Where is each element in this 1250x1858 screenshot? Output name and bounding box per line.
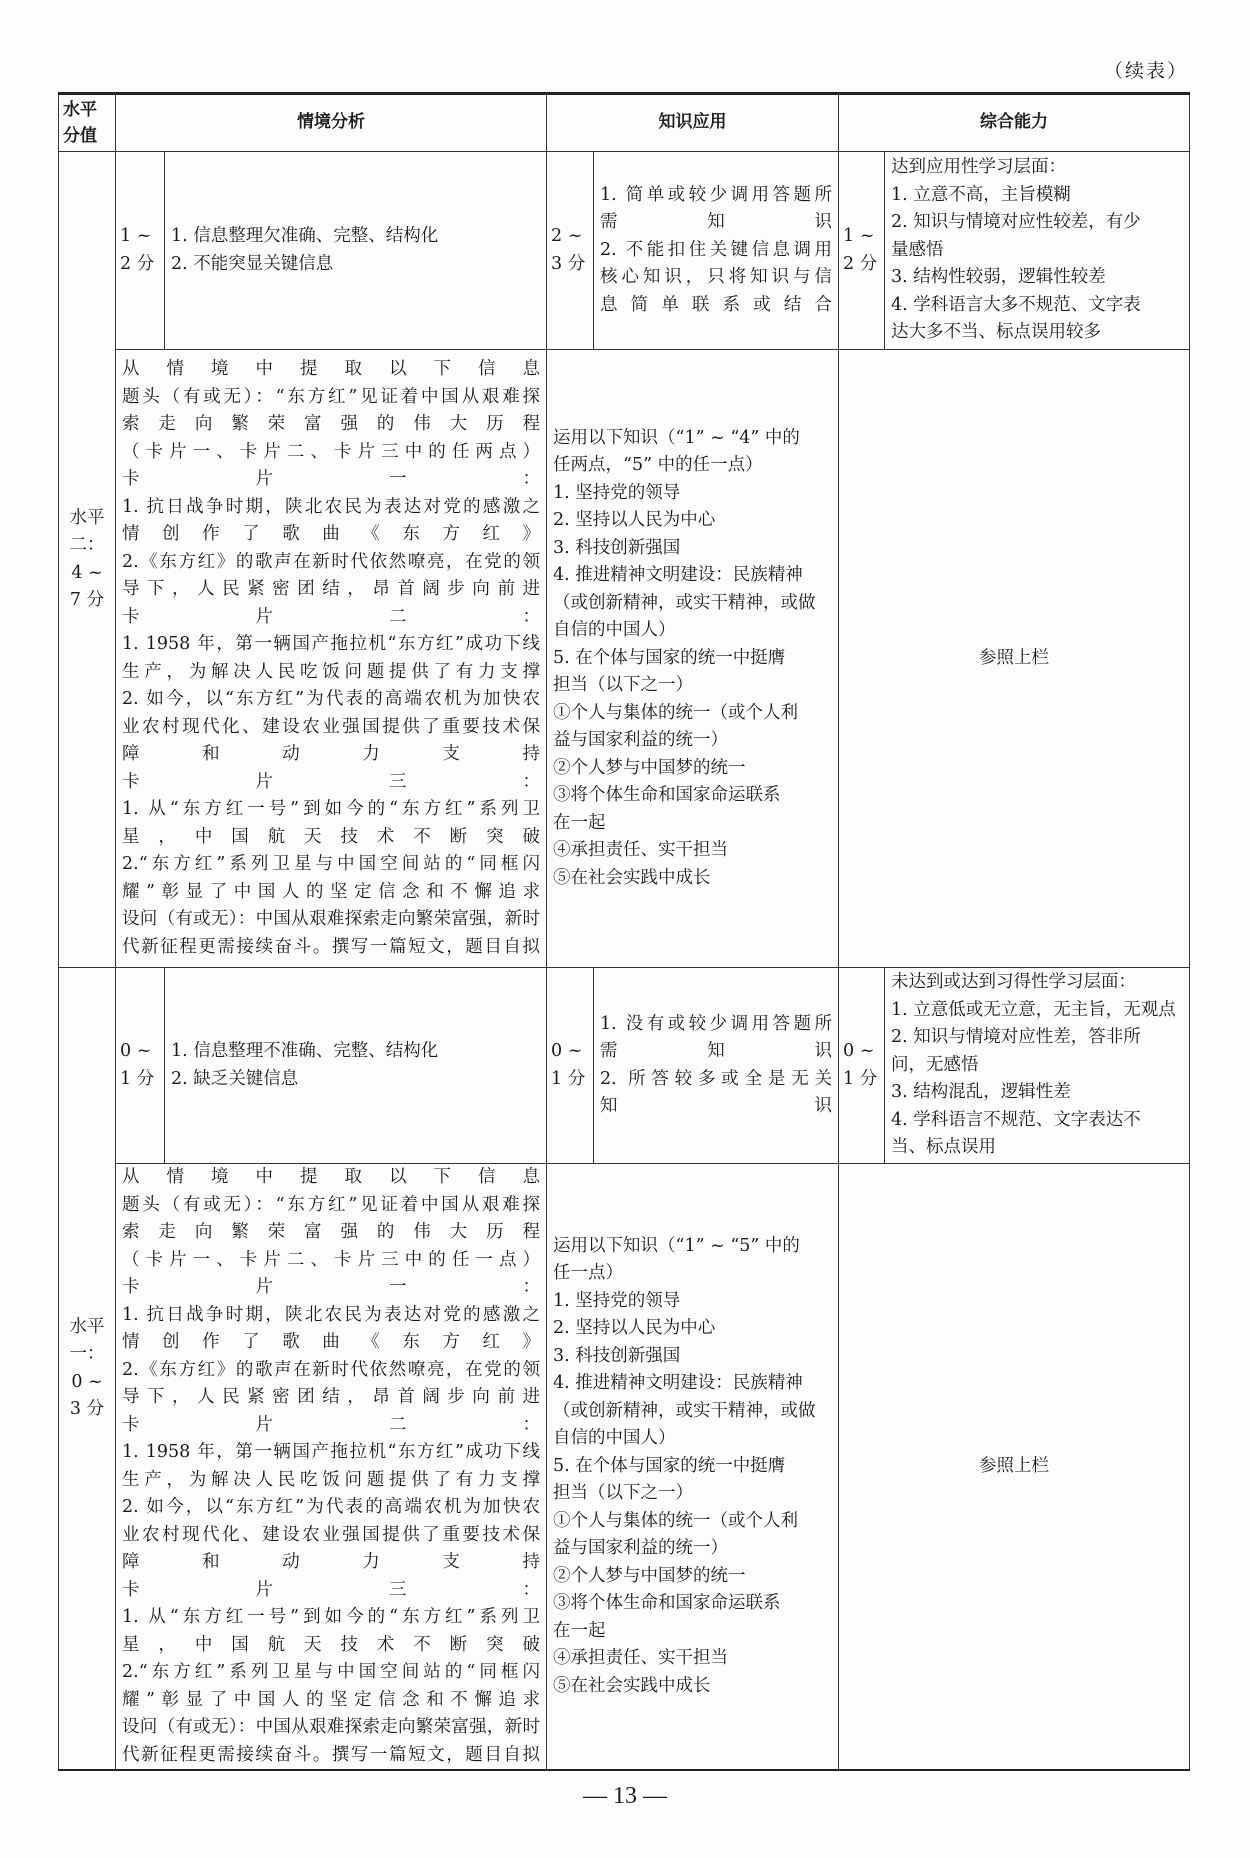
text-line: 2.《东方红》的歌声在新时代依然嘹亮，在党的领 <box>122 551 540 572</box>
text-line: 2. 缺乏关键信息 <box>171 1068 299 1089</box>
text-line: 4. 推进精神文明建设：民族精神 <box>553 565 803 586</box>
text-line: 代新征程更需接续奋斗。撰写一篇短文，题目自拟 <box>122 1744 540 1765</box>
text-line: 导下，人民紧密团结，昂首阔步向前进 <box>122 1387 540 1407</box>
text-line: 需知识 <box>600 1041 832 1061</box>
text-line: ④承担责任、实干担当 <box>553 1648 728 1669</box>
level-one-label <box>59 968 116 1771</box>
text-line: 2.《东方红》的歌声在新时代依然嘹亮，在党的领 <box>122 1359 540 1380</box>
text-line: 达到应用性学习层面： <box>891 157 1066 178</box>
scoring-rubric-table <box>58 92 1190 1771</box>
knowledge-score <box>547 152 594 350</box>
text-line: 4. 学科语言大多不规范、文字表 <box>891 294 1141 315</box>
table-row <box>59 968 1190 1164</box>
text-line: 1. 信息整理欠准确、完整、结构化 <box>171 226 439 246</box>
text-line: 自信的中国人） <box>553 1428 676 1449</box>
text-line: （卡片一、卡片二、卡片三中的任一点） <box>122 1249 540 1270</box>
text-line: 1. 简单或较少调用答题所 <box>600 184 832 205</box>
text-line: 核心知识，只将知识与信 <box>600 267 832 288</box>
text-line: 4 ~ <box>71 562 103 583</box>
text-line: 0 ~ <box>551 1041 583 1061</box>
text-line: 5. 在个体与国家的统一中挺膺 <box>553 1455 786 1476</box>
text-line: 7 分 <box>69 590 105 610</box>
text-line: 2 ~ <box>551 226 583 246</box>
text-line: 2.“东方红”系列卫星与中国空间站的“同框闪 <box>122 1662 540 1682</box>
header-situation-analysis: 情境分析 <box>116 94 547 152</box>
text-line: 2.“东方红”系列卫星与中国空间站的“同框闪 <box>122 854 540 874</box>
ability-reference: 参照上栏 <box>839 1164 1190 1771</box>
text-line: ②个人梦与中国梦的统一 <box>553 757 746 778</box>
text-line: 1. 抗日战争时期，陕北农民为表达对党的感激之 <box>122 1304 540 1325</box>
text-line: 1. 从“东方红一号”到如今的“东方红”系列卫 <box>122 1607 540 1627</box>
text-line: 2. 知识与情境对应性较差，有少 <box>891 212 1141 233</box>
situation-criteria <box>165 152 547 350</box>
text-line: 担当（以下之一） <box>553 1483 693 1504</box>
text-line: 1 ~ <box>120 226 152 246</box>
text-line: 息简单联系或结合 <box>600 294 832 315</box>
text-line: 益与国家利益的统一） <box>553 1538 728 1559</box>
text-line: 生产，为解决人民吃饭问题提供了有力支撑 <box>122 1469 540 1490</box>
text-line: 1. 1958 年，第一辆国产拖拉机“东方红”成功下线 <box>122 1442 540 1462</box>
text-line: 2. 坚持以人民为中心 <box>553 510 716 531</box>
situation-score <box>116 152 165 350</box>
knowledge-points <box>547 350 839 968</box>
text-line: 1. 没有或较少调用答题所 <box>600 1013 832 1034</box>
text-line: 5. 在个体与国家的统一中挺膺 <box>553 647 786 668</box>
situation-score <box>116 968 165 1164</box>
table-row <box>59 1164 1190 1771</box>
text-line: ②个人梦与中国梦的统一 <box>553 1565 746 1586</box>
text-line: 担当（以下之一） <box>553 675 693 696</box>
text-line: 需知识 <box>600 212 832 233</box>
text-line: 任两点，“5” 中的任一点） <box>553 455 763 476</box>
text-line: 1 分 <box>120 1068 155 1089</box>
text-line: 障和动力支持 <box>122 1552 540 1572</box>
text-line: 卡片一： <box>122 469 540 489</box>
text-line: ①个人与集体的统一（或个人利 <box>553 702 798 723</box>
text-line: 代新征程更需接续奋斗。撰写一篇短文，题目自拟 <box>122 936 540 957</box>
text-line: 从情境中提取以下信息 <box>122 1167 540 1187</box>
text-line: 卡片三： <box>122 1579 540 1600</box>
text-line: 障和动力支持 <box>122 744 540 764</box>
text-line: 3. 科技创新强国 <box>553 537 681 558</box>
text-line: 2. 如今，以“东方红”为代表的高端农机为加快农 <box>122 689 540 709</box>
text-line: 1. 信息整理不准确、完整、结构化 <box>171 1041 439 1061</box>
text-line: （或创新精神，或实干精神，或做 <box>553 1400 816 1421</box>
text-line: 2. 不能扣住关键信息调用 <box>600 239 832 260</box>
text-line: 1. 抗日战争时期，陕北农民为表达对党的感激之 <box>122 496 540 517</box>
text-line: 业农村现代化、建设农业强国提供了重要技术保 <box>122 716 540 737</box>
text-line: ⑤在社会实践中成长 <box>553 867 711 888</box>
text-line: 3 分 <box>69 1399 105 1419</box>
situation-criteria <box>165 968 547 1164</box>
text-line: ④承担责任、实干担当 <box>553 840 728 861</box>
text-line: ⑤在社会实践中成长 <box>553 1675 711 1696</box>
text-line: 1 ~ <box>843 226 875 246</box>
ability-criteria <box>885 968 1190 1164</box>
ability-score <box>839 968 885 1164</box>
text-line: 2 分 <box>843 253 878 274</box>
text-line: 1. 1958 年，第一辆国产拖拉机“东方红”成功下线 <box>122 634 540 654</box>
text-line: 设问（有或无）：中国从艰难探索走向繁荣富强，新时 <box>122 909 540 929</box>
table-header-row <box>59 94 1190 152</box>
text-line: 在一起 <box>553 812 606 833</box>
text-line: 卡片二： <box>122 606 540 627</box>
text-line: 1 分 <box>843 1068 878 1089</box>
text-line: 水平 <box>69 1316 105 1337</box>
text-line: 运用以下知识（“1” ~ “5” 中的 <box>553 1235 800 1256</box>
text-line: 水平 <box>63 100 97 120</box>
text-line: 从情境中提取以下信息 <box>122 359 540 379</box>
text-line: ③将个体生命和国家命运联系 <box>553 1593 781 1614</box>
header-level-score <box>59 94 116 152</box>
text-line: 问，无感悟 <box>891 1054 979 1075</box>
text-line: 1. 坚持党的领导 <box>553 482 681 503</box>
text-line: 2. 知识与情境对应性差，答非所 <box>891 1027 1141 1048</box>
text-line: 1. 立意不高，主旨模糊 <box>891 184 1071 205</box>
text-line: 2. 不能突显关键信息 <box>171 253 334 274</box>
text-line: 在一起 <box>553 1620 606 1641</box>
text-line: 2. 如今，以“东方红”为代表的高端农机为加快农 <box>122 1497 540 1517</box>
text-line: 索走向繁荣富强的伟大历程 <box>122 1222 540 1242</box>
text-line: 3. 科技创新强国 <box>553 1345 681 1366</box>
knowledge-points <box>547 1164 839 1771</box>
text-line: 0 ~ <box>843 1041 875 1061</box>
text-line: 情创作了歌曲《东方红》 <box>122 1332 540 1352</box>
text-line: 1. 坚持党的领导 <box>553 1290 681 1311</box>
text-line: 星，中国航天技术不断突破 <box>122 1634 540 1655</box>
text-line: 0 ~ <box>71 1371 103 1392</box>
text-line: 一： <box>69 1344 105 1364</box>
text-line: 卡片一： <box>122 1277 540 1297</box>
text-line: 量感悟 <box>891 239 944 260</box>
text-line: 4. 学科语言不规范、文字表达不 <box>891 1109 1141 1130</box>
text-line: 未达到或达到习得性学习层面： <box>891 972 1136 993</box>
continued-label: （续表） <box>1103 60 1188 82</box>
ability-score <box>839 152 885 350</box>
text-line: 自信的中国人） <box>553 620 676 641</box>
text-line: 当、标点误用 <box>891 1137 996 1158</box>
text-line: 3. 结构性较弱，逻辑性较差 <box>891 267 1106 288</box>
text-line: 题头（有或无）：“东方红”见证着中国从艰难探 <box>122 386 540 407</box>
header-knowledge-application: 知识应用 <box>547 94 839 152</box>
text-line: 耀”彰显了中国人的坚定信念和不懈追求 <box>122 1689 540 1710</box>
text-line: 索走向繁荣富强的伟大历程 <box>122 414 540 434</box>
text-line: 任一点） <box>553 1263 623 1284</box>
text-line: 运用以下知识（“1” ~ “4” 中的 <box>553 427 800 448</box>
table-row <box>59 350 1190 968</box>
text-line: 情创作了歌曲《东方红》 <box>122 524 540 544</box>
text-line: 题头（有或无）：“东方红”见证着中国从艰难探 <box>122 1194 540 1215</box>
knowledge-score <box>547 968 594 1164</box>
ability-criteria <box>885 152 1190 350</box>
text-line: 卡片二： <box>122 1414 540 1435</box>
text-line: 3. 结构混乱，逻辑性差 <box>891 1082 1071 1103</box>
header-comprehensive-ability: 综合能力 <box>839 94 1190 152</box>
text-line: 星，中国航天技术不断突破 <box>122 826 540 847</box>
text-line: （或创新精神，或实干精神，或做 <box>553 592 816 613</box>
text-line: 1 分 <box>551 1068 586 1089</box>
text-line: 设问（有或无）：中国从艰难探索走向繁荣富强，新时 <box>122 1717 540 1737</box>
knowledge-criteria <box>594 968 839 1164</box>
text-line: 知识 <box>600 1096 832 1116</box>
text-line: 1. 从“东方红一号”到如今的“东方红”系列卫 <box>122 799 540 819</box>
text-line: 耀”彰显了中国人的坚定信念和不懈追求 <box>122 881 540 902</box>
text-line: 2. 坚持以人民为中心 <box>553 1318 716 1339</box>
text-line: 二： <box>69 535 105 555</box>
text-line: 分值 <box>63 126 97 146</box>
text-line: 2 分 <box>120 253 155 274</box>
text-line: 2. 所答较多或全是无关 <box>600 1068 832 1089</box>
table-row <box>59 152 1190 350</box>
text-line: 导下，人民紧密团结，昂首阔步向前进 <box>122 579 540 599</box>
text-line: 0 ~ <box>120 1041 152 1061</box>
text-line: 生产，为解决人民吃饭问题提供了有力支撑 <box>122 661 540 682</box>
text-line: （卡片一、卡片二、卡片三中的任两点） <box>122 441 540 462</box>
knowledge-criteria <box>594 152 839 350</box>
level-two-label <box>59 152 116 968</box>
text-line: 达大多不当、标点误用较多 <box>891 322 1101 343</box>
text-line: 卡片三： <box>122 771 540 792</box>
ability-reference: 参照上栏 <box>839 350 1190 968</box>
situation-info <box>116 1164 547 1771</box>
text-line: 1. 立意低或无立意，无主旨，无观点 <box>891 999 1176 1020</box>
text-line: 3 分 <box>551 253 586 274</box>
text-line: 水平 <box>69 507 105 528</box>
text-line: 益与国家利益的统一） <box>553 730 728 751</box>
page-number: — 13 — <box>583 1783 667 1809</box>
text-line: 4. 推进精神文明建设：民族精神 <box>553 1373 803 1394</box>
text-line: ③将个体生命和国家命运联系 <box>553 785 781 806</box>
text-line: ①个人与集体的统一（或个人利 <box>553 1510 798 1531</box>
text-line: 业农村现代化、建设农业强国提供了重要技术保 <box>122 1524 540 1545</box>
situation-info <box>116 350 547 968</box>
